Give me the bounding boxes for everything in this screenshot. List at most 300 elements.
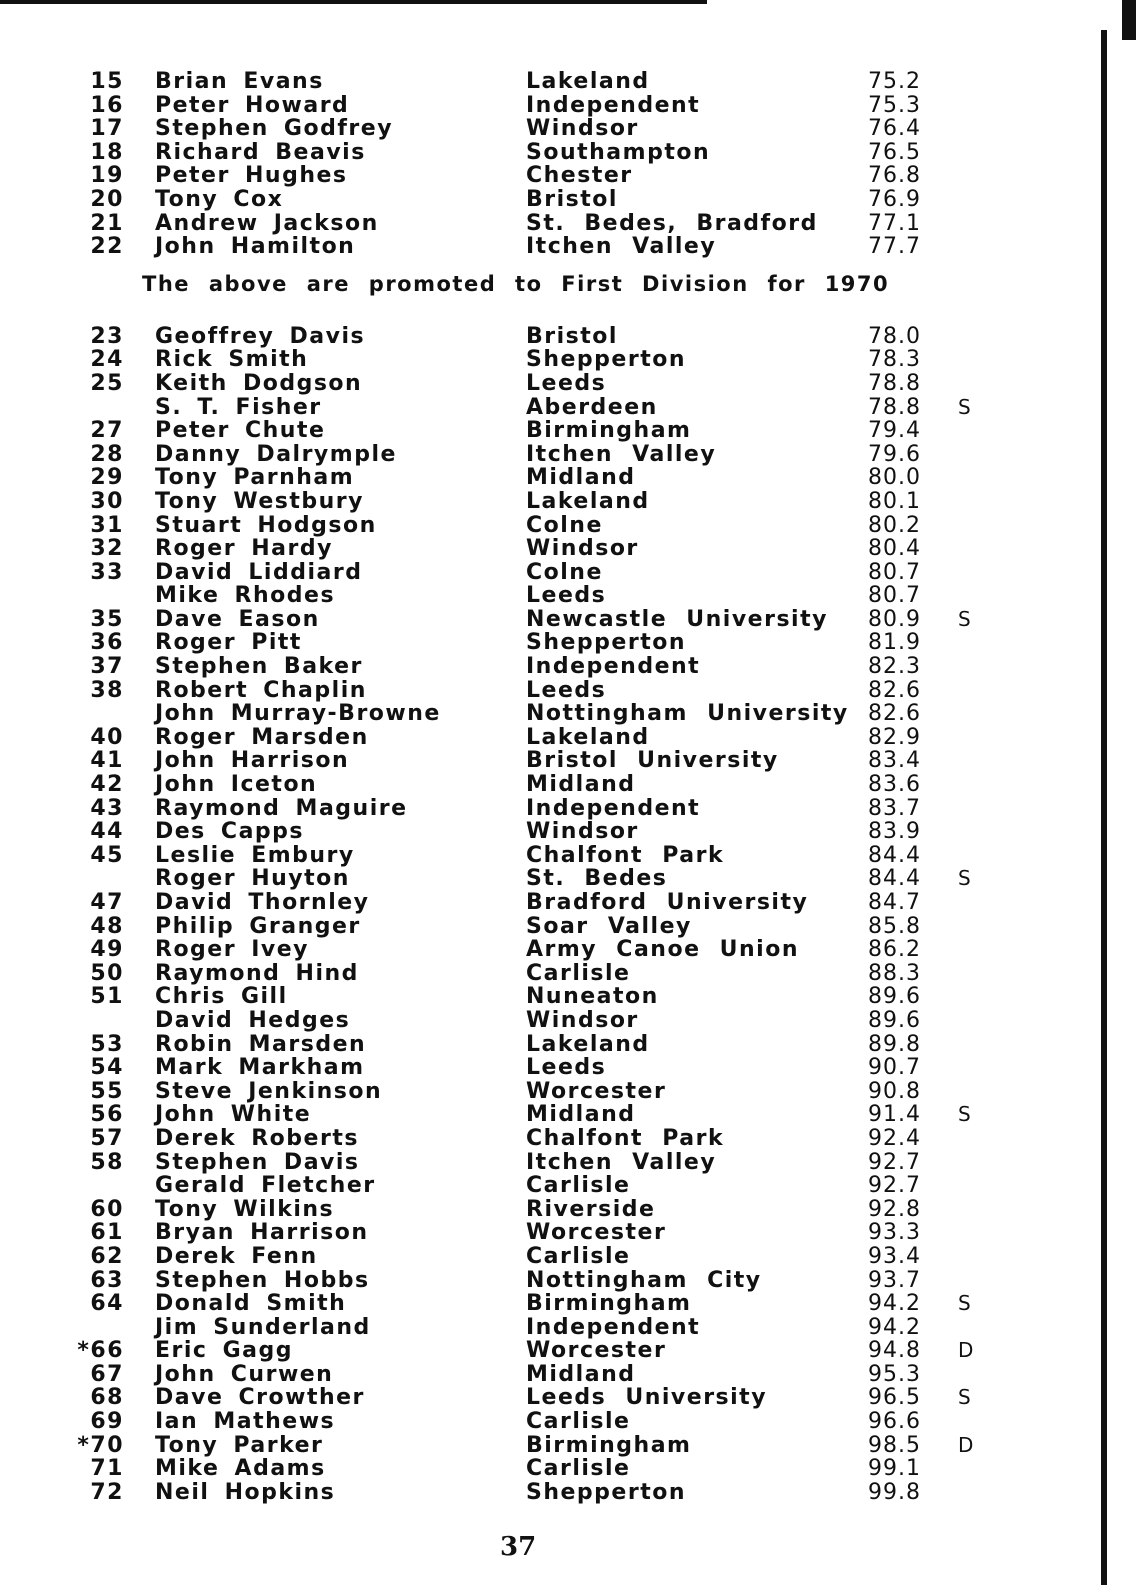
club-name: Nuneaton <box>526 984 659 1010</box>
result-note: S <box>958 1385 973 1410</box>
competitor-name: Tony Cox <box>155 186 284 212</box>
club-name: Army Canoe Union <box>526 937 799 963</box>
competitor-name: Roger Ivey <box>155 937 310 963</box>
result-row <box>0 1410 1000 1434</box>
club-name: Bristol <box>526 186 618 212</box>
results-group-bottom <box>0 325 1000 1505</box>
result-score: 77.7 <box>868 234 921 260</box>
result-position: 71 <box>90 1456 124 1482</box>
result-row <box>0 164 1000 188</box>
competitor-name: John Murray-Browne <box>155 701 441 727</box>
result-score: 94.2 <box>868 1291 921 1317</box>
club-name: Leeds University <box>526 1385 768 1411</box>
club-name: Worcester <box>526 1338 667 1364</box>
result-position: 28 <box>90 441 124 467</box>
result-row <box>0 915 1000 939</box>
competitor-name: David Hedges <box>155 1007 351 1033</box>
competitor-name: Peter Howard <box>155 92 350 118</box>
page-edge-top <box>1122 0 1136 40</box>
result-row <box>0 490 1000 514</box>
result-position: 62 <box>90 1243 124 1269</box>
competitor-name: Donald Smith <box>155 1291 347 1317</box>
page-number: 37 <box>500 1532 537 1562</box>
result-position: 61 <box>90 1220 124 1246</box>
competitor-name: Mike Rhodes <box>155 583 336 609</box>
club-name: Midland <box>526 1361 636 1387</box>
result-score: 79.6 <box>868 441 921 467</box>
club-name: Leeds <box>526 677 607 703</box>
club-name: Carlisle <box>526 1243 631 1269</box>
result-row <box>0 749 1000 773</box>
result-score: 83.6 <box>868 772 921 798</box>
club-name: Riverside <box>526 1196 656 1222</box>
result-score: 75.3 <box>868 92 921 118</box>
result-position: 49 <box>90 937 124 963</box>
result-score: 75.2 <box>868 69 921 94</box>
result-position: 57 <box>90 1125 124 1151</box>
result-row <box>0 325 1000 349</box>
result-score: 96.6 <box>868 1409 921 1435</box>
result-position: 22 <box>90 234 124 260</box>
result-score: 94.8 <box>868 1338 921 1364</box>
result-row <box>0 537 1000 561</box>
club-name: Southampton <box>526 139 711 165</box>
club-name: Chalfont Park <box>526 842 725 868</box>
result-position: 27 <box>90 418 124 444</box>
result-position: 23 <box>90 323 124 349</box>
result-row <box>0 117 1000 141</box>
competitor-name: Philip Granger <box>155 913 361 939</box>
result-position: 42 <box>90 772 124 798</box>
result-score: 76.9 <box>868 186 921 212</box>
club-name: Itchen Valley <box>526 234 717 260</box>
club-name: Newcastle University <box>526 606 828 632</box>
competitor-name: Richard Beavis <box>155 139 366 165</box>
club-name: Nottingham City <box>526 1267 762 1293</box>
result-score: 94.2 <box>868 1314 921 1340</box>
result-position: 30 <box>90 488 124 514</box>
result-row <box>0 1269 1000 1293</box>
result-row <box>0 561 1000 585</box>
competitor-name: Neil Hopkins <box>155 1479 336 1505</box>
result-score: 92.7 <box>868 1173 921 1199</box>
section-gap <box>0 309 1000 325</box>
club-name: Lakeland <box>526 488 650 514</box>
club-name: Birmingham <box>526 1432 692 1458</box>
result-score: 85.8 <box>868 913 921 939</box>
competitor-name: Derek Roberts <box>155 1125 359 1151</box>
result-row <box>0 962 1000 986</box>
result-note: D <box>958 1432 975 1457</box>
result-position: 15 <box>90 69 124 94</box>
result-row <box>0 773 1000 797</box>
competitor-name: Tony Westbury <box>155 488 364 514</box>
result-row <box>0 443 1000 467</box>
club-name: Chester <box>526 163 633 189</box>
club-name: St. Bedes, Bradford <box>526 210 818 236</box>
club-name: Independent <box>526 795 701 821</box>
result-position: 63 <box>90 1267 124 1293</box>
promotion-note <box>0 259 1000 309</box>
result-note: S <box>958 1291 973 1316</box>
result-position: 24 <box>90 347 124 373</box>
competitor-name: Stephen Hobbs <box>155 1267 370 1293</box>
result-row <box>0 396 1000 420</box>
result-position: 56 <box>90 1102 124 1128</box>
competitor-name: Bryan Harrison <box>155 1220 369 1246</box>
result-position: 32 <box>90 536 124 562</box>
result-score: 91.4 <box>868 1102 921 1128</box>
competitor-name: Chris Gill <box>155 984 288 1010</box>
result-row <box>0 1339 1000 1363</box>
club-name: Midland <box>526 465 636 491</box>
result-position: 72 <box>90 1479 124 1505</box>
competitor-name: Mark Markham <box>155 1055 365 1081</box>
result-score: 78.8 <box>868 370 921 396</box>
result-score: 93.3 <box>868 1220 921 1246</box>
competitor-name: Ian Mathews <box>155 1409 336 1435</box>
result-row <box>0 891 1000 915</box>
result-row <box>0 679 1000 703</box>
competitor-name: Stephen Davis <box>155 1149 360 1175</box>
result-score: 90.8 <box>868 1078 921 1104</box>
competitor-name: Roger Pitt <box>155 630 302 656</box>
result-row <box>0 141 1000 165</box>
competitor-name: Gerald Fletcher <box>155 1173 376 1199</box>
competitor-name: Robin Marsden <box>155 1031 367 1057</box>
club-name: Lakeland <box>526 69 650 94</box>
result-position: 54 <box>90 1055 124 1081</box>
competitor-name: Roger Marsden <box>155 724 369 750</box>
result-row <box>0 235 1000 259</box>
result-position: 45 <box>90 842 124 868</box>
result-score: 98.5 <box>868 1432 921 1458</box>
result-position: 67 <box>90 1361 124 1387</box>
result-row <box>0 466 1000 490</box>
result-score: 78.8 <box>868 394 921 420</box>
result-score: 80.2 <box>868 512 921 538</box>
competitor-name: Stephen Godfrey <box>155 116 394 142</box>
result-score: 83.4 <box>868 748 921 774</box>
club-name: Bristol <box>526 323 618 349</box>
club-name: Birmingham <box>526 1291 692 1317</box>
result-row <box>0 631 1000 655</box>
result-row <box>0 1316 1000 1340</box>
page-edge <box>1101 30 1107 1585</box>
result-score: 95.3 <box>868 1361 921 1387</box>
club-name: Midland <box>526 1102 636 1128</box>
result-note: S <box>958 606 973 631</box>
club-name: Windsor <box>526 116 639 142</box>
result-score: 77.1 <box>868 210 921 236</box>
result-position: 29 <box>90 465 124 491</box>
competitor-name: Leslie Embury <box>155 842 355 868</box>
club-name: Itchen Valley <box>526 1149 717 1175</box>
result-row <box>0 1434 1000 1458</box>
competitor-name: Peter Chute <box>155 418 326 444</box>
result-row <box>0 1127 1000 1151</box>
club-name: Shepperton <box>526 630 686 656</box>
result-position: 55 <box>90 1078 124 1104</box>
result-score: 92.4 <box>868 1125 921 1151</box>
result-row <box>0 702 1000 726</box>
result-row <box>0 938 1000 962</box>
competitor-name: Peter Hughes <box>155 163 348 189</box>
result-score: 84.4 <box>868 866 921 892</box>
competitor-name: Geoffrey Davis <box>155 323 366 349</box>
result-row <box>0 1033 1000 1057</box>
result-position: 36 <box>90 630 124 656</box>
result-row <box>0 1363 1000 1387</box>
club-name: Carlisle <box>526 1456 631 1482</box>
club-name: Leeds <box>526 370 607 396</box>
result-score: 80.7 <box>868 583 921 609</box>
result-score: 81.9 <box>868 630 921 656</box>
result-score: 92.8 <box>868 1196 921 1222</box>
competitor-name: John Iceton <box>155 772 318 798</box>
competitor-name: Steve Jenkinson <box>155 1078 383 1104</box>
result-score: 96.5 <box>868 1385 921 1411</box>
club-name: St. Bedes <box>526 866 668 892</box>
result-row <box>0 820 1000 844</box>
club-name: Nottingham University <box>526 701 849 727</box>
result-row <box>0 608 1000 632</box>
club-name: Midland <box>526 772 636 798</box>
club-name: Carlisle <box>526 1409 631 1435</box>
competitor-name: David Thornley <box>155 890 370 915</box>
result-score: 89.6 <box>868 984 921 1010</box>
result-score: 89.6 <box>868 1007 921 1033</box>
club-name: Shepperton <box>526 347 686 373</box>
result-position: 44 <box>90 819 124 845</box>
result-position: 38 <box>90 677 124 703</box>
competitor-name: Jim Sunderland <box>155 1314 371 1340</box>
result-score: 80.1 <box>868 488 921 514</box>
club-name: Worcester <box>526 1078 667 1104</box>
result-position: 53 <box>90 1031 124 1057</box>
competitor-name: Des Capps <box>155 819 305 845</box>
result-score: 78.3 <box>868 347 921 373</box>
result-row <box>0 1151 1000 1175</box>
result-note: S <box>958 866 973 891</box>
result-position: *70 <box>77 1432 124 1458</box>
result-score: 99.8 <box>868 1479 921 1505</box>
result-position: 31 <box>90 512 124 538</box>
club-name: Independent <box>526 654 701 680</box>
result-row <box>0 1245 1000 1269</box>
result-score: 80.9 <box>868 606 921 632</box>
competitor-name: John Curwen <box>155 1361 334 1387</box>
competitor-name: Brian Evans <box>155 69 324 94</box>
result-position: 48 <box>90 913 124 939</box>
result-row <box>0 419 1000 443</box>
competitor-name: Andrew Jackson <box>155 210 379 236</box>
result-score: 78.0 <box>868 323 921 349</box>
result-note: S <box>958 1102 973 1127</box>
competitor-name: Tony Parker <box>155 1432 324 1458</box>
result-score: 82.3 <box>868 654 921 680</box>
club-name: Leeds <box>526 583 607 609</box>
club-name: Colne <box>526 512 603 538</box>
result-row <box>0 188 1000 212</box>
top-rule <box>0 0 707 4</box>
result-position: 58 <box>90 1149 124 1175</box>
result-row <box>0 1174 1000 1198</box>
result-score: 76.4 <box>868 116 921 142</box>
result-score: 82.6 <box>868 677 921 703</box>
club-name: Lakeland <box>526 724 650 750</box>
result-position: 50 <box>90 960 124 986</box>
result-row <box>0 212 1000 236</box>
competitor-name: Derek Fenn <box>155 1243 318 1269</box>
result-row <box>0 348 1000 372</box>
result-position: 47 <box>90 890 124 915</box>
club-name: Windsor <box>526 1007 639 1033</box>
club-name: Independent <box>526 92 701 118</box>
competitor-name: Stuart Hodgson <box>155 512 377 538</box>
result-score: 84.4 <box>868 842 921 868</box>
result-row <box>0 1457 1000 1481</box>
result-position: 64 <box>90 1291 124 1317</box>
result-row <box>0 1221 1000 1245</box>
result-row <box>0 1386 1000 1410</box>
result-row <box>0 1009 1000 1033</box>
competitor-name: Tony Parnham <box>155 465 355 491</box>
result-row <box>0 70 1000 94</box>
result-position: *66 <box>77 1338 124 1364</box>
club-name: Leeds <box>526 1055 607 1081</box>
club-name: Itchen Valley <box>526 441 717 467</box>
result-score: 99.1 <box>868 1456 921 1482</box>
club-name: Windsor <box>526 536 639 562</box>
result-score: 92.7 <box>868 1149 921 1175</box>
result-row <box>0 985 1000 1009</box>
result-score: 76.8 <box>868 163 921 189</box>
result-row <box>0 867 1000 891</box>
result-position: 40 <box>90 724 124 750</box>
competitor-name: John Hamilton <box>155 234 356 260</box>
club-name: Bradford University <box>526 890 809 915</box>
result-position: 18 <box>90 139 124 165</box>
club-name: Bristol University <box>526 748 779 774</box>
result-position: 33 <box>90 559 124 585</box>
result-position: 69 <box>90 1409 124 1435</box>
club-name: Colne <box>526 559 603 585</box>
results-list <box>0 70 1000 1504</box>
promotion-note-text: The above are promoted to First Division for 1970 <box>142 271 890 296</box>
result-row <box>0 94 1000 118</box>
result-position: 16 <box>90 92 124 118</box>
club-name: Carlisle <box>526 960 631 986</box>
result-score: 84.7 <box>868 890 921 915</box>
result-score: 83.7 <box>868 795 921 821</box>
competitor-name: Roger Hardy <box>155 536 333 562</box>
competitor-name: S. T. Fisher <box>155 394 322 420</box>
club-name: Chalfont Park <box>526 1125 725 1151</box>
result-position: 17 <box>90 116 124 142</box>
result-score: 80.0 <box>868 465 921 491</box>
result-row <box>0 655 1000 679</box>
club-name: Birmingham <box>526 418 692 444</box>
result-row <box>0 1056 1000 1080</box>
competitor-name: Raymond Maguire <box>155 795 408 821</box>
result-row <box>0 584 1000 608</box>
result-note: S <box>958 394 973 419</box>
competitor-name: Dave Eason <box>155 606 320 632</box>
club-name: Aberdeen <box>526 394 658 420</box>
result-position: 21 <box>90 210 124 236</box>
competitor-name: Keith Dodgson <box>155 370 363 396</box>
result-position: 37 <box>90 654 124 680</box>
result-row <box>0 1103 1000 1127</box>
competitor-name: Roger Huyton <box>155 866 350 892</box>
result-score: 79.4 <box>868 418 921 444</box>
result-score: 93.4 <box>868 1243 921 1269</box>
competitor-name: Danny Dalrymple <box>155 441 397 467</box>
result-note: D <box>958 1338 975 1363</box>
result-position: 60 <box>90 1196 124 1222</box>
result-row <box>0 1198 1000 1222</box>
result-row <box>0 372 1000 396</box>
result-score: 82.6 <box>868 701 921 727</box>
result-position: 20 <box>90 186 124 212</box>
competitor-name: John Harrison <box>155 748 350 774</box>
result-row <box>0 514 1000 538</box>
result-score: 80.7 <box>868 559 921 585</box>
competitor-name: John White <box>155 1102 312 1128</box>
competitor-name: Tony Wilkins <box>155 1196 335 1222</box>
result-score: 82.9 <box>868 724 921 750</box>
competitor-name: Robert Chaplin <box>155 677 367 703</box>
club-name: Worcester <box>526 1220 667 1246</box>
result-score: 80.4 <box>868 536 921 562</box>
competitor-name: Mike Adams <box>155 1456 326 1482</box>
result-position: 51 <box>90 984 124 1010</box>
result-score: 93.7 <box>868 1267 921 1293</box>
result-position: 41 <box>90 748 124 774</box>
result-score: 86.2 <box>868 937 921 963</box>
result-position: 35 <box>90 606 124 632</box>
club-name: Carlisle <box>526 1173 631 1199</box>
club-name: Shepperton <box>526 1479 686 1505</box>
club-name: Lakeland <box>526 1031 650 1057</box>
result-score: 90.7 <box>868 1055 921 1081</box>
result-score: 83.9 <box>868 819 921 845</box>
club-name: Soar Valley <box>526 913 692 939</box>
result-row <box>0 1080 1000 1104</box>
result-row <box>0 1292 1000 1316</box>
result-row <box>0 726 1000 750</box>
result-position: 43 <box>90 795 124 821</box>
result-position: 68 <box>90 1385 124 1411</box>
results-group-top <box>0 70 1000 259</box>
competitor-name: Dave Crowther <box>155 1385 365 1411</box>
result-position: 19 <box>90 163 124 189</box>
result-row <box>0 797 1000 821</box>
result-score: 89.8 <box>868 1031 921 1057</box>
competitor-name: Eric Gagg <box>155 1338 294 1364</box>
competitor-name: Rick Smith <box>155 347 309 373</box>
result-row <box>0 1481 1000 1505</box>
club-name: Independent <box>526 1314 701 1340</box>
result-score: 88.3 <box>868 960 921 986</box>
competitor-name: Stephen Baker <box>155 654 363 680</box>
result-score: 76.5 <box>868 139 921 165</box>
club-name: Windsor <box>526 819 639 845</box>
result-position: 25 <box>90 370 124 396</box>
competitor-name: Raymond Hind <box>155 960 359 986</box>
competitor-name: David Liddiard <box>155 559 363 585</box>
